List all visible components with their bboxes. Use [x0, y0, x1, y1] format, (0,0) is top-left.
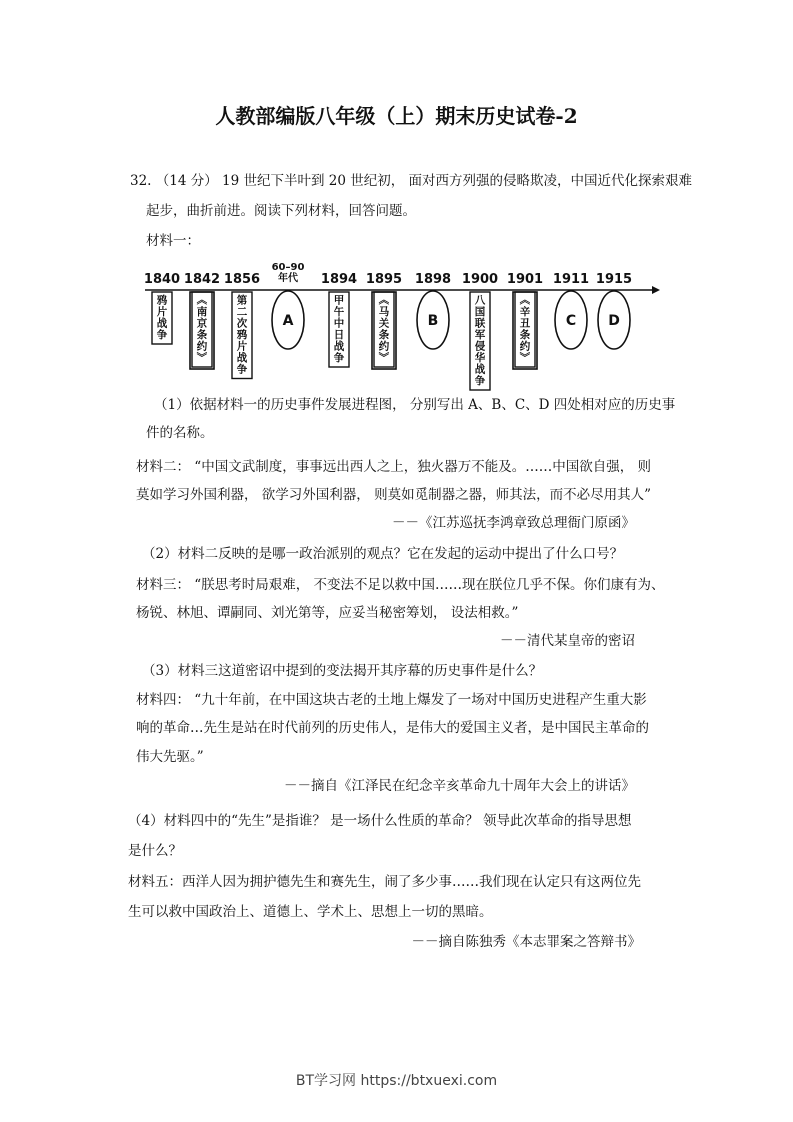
- timeline-event-char: 次: [236, 317, 248, 330]
- timeline-year-label: 1901: [506, 272, 544, 287]
- material-1-label: 材料一：: [146, 233, 200, 249]
- timeline-event-char: 中: [333, 317, 345, 330]
- material-5-source: －－摘自陈独秀《本志罪案之答辩书》: [411, 934, 641, 950]
- q4-line1: （4）材料四中的“先生”是指谁？ 是一场什么性质的革命？ 领导此次革命的指导思想: [128, 813, 632, 829]
- question-intro-line2: 起步，曲折前进。阅读下列材料，回答问题。: [146, 203, 416, 219]
- timeline-event-char: 马: [378, 306, 390, 318]
- timeline-year-label: 1895: [365, 272, 403, 287]
- timeline-event-char: 争: [474, 375, 486, 387]
- timeline-event-char: 南: [196, 306, 208, 318]
- timeline-event-char: 条: [196, 329, 208, 341]
- material-4-source: －－摘自《江泽民在纪念辛亥革命九十周年大会上的讲话》: [284, 778, 635, 794]
- history-timeline: [140, 262, 660, 387]
- timeline-event-char: 《: [518, 294, 530, 305]
- timeline-event-char: 约: [378, 340, 390, 353]
- timeline-year-label: 1911: [552, 272, 590, 287]
- footer-watermark: BT学习网 https://btxuexi.com: [295, 1073, 498, 1089]
- q3-text: （3）材料三这道密诏中提到的变法揭开其序幕的历史事件是什么？: [142, 663, 543, 679]
- timeline-event-char: 》: [377, 351, 389, 363]
- timeline-event-char: 争: [156, 329, 168, 341]
- timeline-event-char: 午: [333, 306, 345, 318]
- timeline-event-char: 战: [156, 317, 168, 330]
- q4-line2: 是什么？: [128, 843, 182, 859]
- timeline-year-label: 1894: [320, 272, 358, 287]
- timeline-event-char: 联: [474, 317, 486, 330]
- material-3-source: －－清代某皇帝的密诏: [500, 633, 635, 649]
- timeline-event-char: 丑: [519, 317, 531, 330]
- timeline-event-char: 国: [474, 306, 486, 318]
- material-3-line2: 杨锐、林旭、谭嗣同、刘光第等，应妥当秘密筹划， 设法相救。”: [136, 605, 519, 621]
- material-2-line1: 材料二： “中国文武制度，事事远出西人之上，独火器万不能及。……中国欲自强， 则: [136, 459, 651, 475]
- timeline-event-char: 辛: [519, 306, 531, 318]
- timeline-event-char: 鸦: [236, 329, 248, 341]
- timeline-event-char: 》: [195, 351, 207, 363]
- material-2-line2: 莫如学习外国利器， 欲学习外国利器， 则莫如觅制器之器，师其法，而不必尽用其人”: [136, 487, 651, 503]
- timeline-event-char: 八: [474, 294, 486, 307]
- timeline-event-char: 日: [333, 329, 345, 341]
- q1-line2: 件的名称。: [146, 425, 214, 441]
- timeline-year-label: 60–90: [271, 262, 305, 273]
- timeline-event-char: 战: [236, 352, 248, 364]
- timeline-event-char: 条: [378, 329, 390, 341]
- timeline-event-char: 华: [474, 352, 486, 364]
- timeline-event-char: 战: [333, 340, 345, 353]
- timeline-event-char: 约: [196, 340, 208, 353]
- question-intro-line1: 32. （14 分） 19 世纪下半叶到 20 世纪初， 面对西方列强的侵略欺凌，中国近代化探索艰难: [130, 173, 693, 189]
- material-2-source: －－《江苏巡抚李鸿章致总理衙门原函》: [392, 515, 635, 531]
- timeline-year-label: 1842: [183, 272, 221, 287]
- timeline-event-char: 片: [236, 340, 248, 353]
- page-title: 人教部编版八年级（上）期末历史试卷-2: [215, 104, 578, 128]
- material-5-line1: 材料五：西洋人因为拥护德先生和赛先生，闹了多少事……我们现在认定只有这两位先: [128, 874, 641, 890]
- material-5-line2: 生可以救中国政治上、道德上、学术上、思想上一切的黑暗。: [128, 904, 493, 920]
- timeline-event-char: 鸦: [156, 294, 168, 307]
- material-4-line2: 响的革命…先生是站在时代前列的历史伟人，是伟大的爱国主义者，是中国民主革命的: [136, 720, 649, 736]
- timeline-year-label: 年代: [278, 273, 298, 284]
- timeline-event-char: 争: [333, 352, 345, 364]
- timeline-event-char: 片: [156, 306, 168, 318]
- timeline-event-char: 第: [236, 294, 248, 307]
- timeline-event-char: 争: [236, 363, 248, 376]
- timeline-event-char: 军: [474, 329, 486, 341]
- timeline-event-char: 》: [518, 351, 530, 363]
- timeline-year-label: 1900: [461, 272, 499, 287]
- q2-text: （2）材料二反映的是哪一政治派别的观点？它在发起的运动中提出了什么口号？: [142, 546, 624, 562]
- timeline-event-char: 二: [236, 306, 248, 318]
- material-3-line1: 材料三： “朕思考时局艰难， 不变法不足以救中国……现在朕位几乎不保。你们康有为、: [136, 577, 665, 593]
- timeline-unknown-event-label: B: [427, 313, 439, 329]
- timeline-year-label: 1898: [414, 272, 452, 287]
- timeline-event-char: 约: [519, 340, 531, 353]
- timeline-event-char: 关: [378, 317, 390, 330]
- timeline-event-char: 《: [377, 294, 389, 305]
- q1-line1: （1）依据材料一的历史事件发展进程图， 分别写出 A、B、C、D 四处相对应的历史事: [154, 397, 676, 413]
- timeline-event-char: 《: [195, 294, 207, 305]
- timeline-event-char: 甲: [333, 294, 345, 307]
- timeline-year-label: 1856: [223, 272, 261, 287]
- timeline-event-char: 条: [519, 329, 531, 341]
- material-4-line3: 伟大先驱。”: [136, 749, 204, 765]
- timeline-unknown-event-label: A: [282, 313, 294, 329]
- timeline-year-label: 1840: [143, 272, 181, 287]
- timeline-event-char: 侵: [474, 340, 486, 353]
- timeline-unknown-event-label: D: [608, 313, 620, 329]
- timeline-event-char: 战: [474, 363, 486, 376]
- timeline-unknown-event-label: C: [565, 313, 577, 329]
- timeline-year-label: 1915: [595, 272, 633, 287]
- material-4-line1: 材料四： “九十年前，在中国这块古老的土地上爆发了一场对中国历史进程产生重大影: [136, 692, 647, 708]
- timeline-event-char: 京: [196, 317, 208, 330]
